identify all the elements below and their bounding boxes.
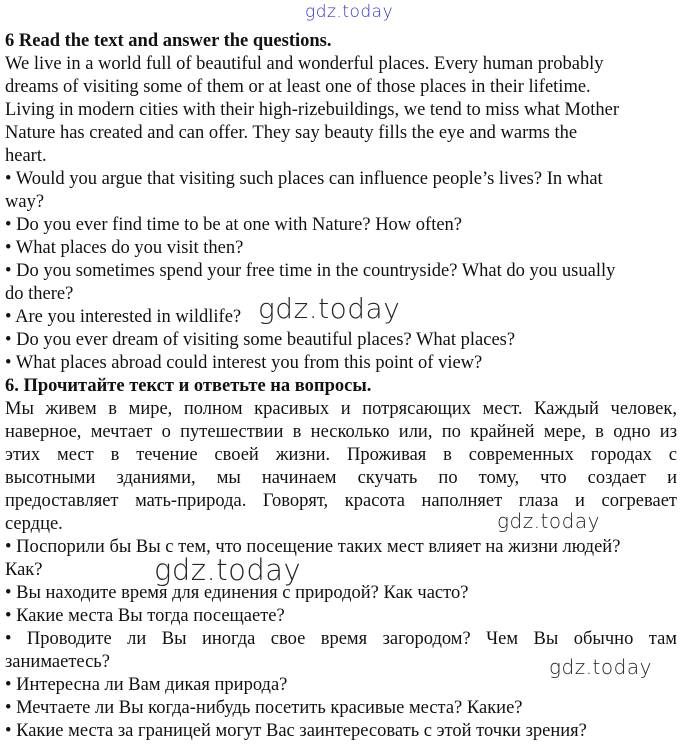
ru-questions [5, 536, 677, 743]
text-line: dreams of visiting some of them or at least one of those places in their lifetime. [5, 77, 591, 97]
question-line: • Do you ever find time to be at one with Nature? How often? [5, 215, 463, 235]
question-line: • Какие места за границей могут Вас заинтересовать с этой точки зрения? [5, 721, 587, 741]
question-line: занимаетесь? [5, 652, 110, 672]
question-line: Как? [5, 560, 43, 580]
en-questions [5, 168, 677, 375]
watermark: gdz.today [154, 553, 302, 587]
text-line: Living in modern cities with their high-rizebuildings, we tend to miss what Mother [5, 100, 619, 120]
question-line: • Поспорили бы Вы с тем, что посещение таких мест влияет на жизни людей? [5, 537, 621, 557]
text-line: сердце. [5, 514, 63, 534]
watermark-top: gdz.today [305, 2, 394, 22]
question-line: • Вы находите время для единения с природой? Как часто? [5, 583, 469, 603]
text-line: We live in a world full of beautiful and wonderful places. Every human probably [5, 54, 604, 74]
text-line: Nature has created and can offer. They say beauty fills the eye and warms the [5, 123, 578, 143]
question-line: • What places abroad could interest you from this point of view? [5, 353, 483, 373]
en-paragraph [5, 53, 677, 168]
watermark: gdz.today [258, 292, 401, 325]
question-line: • Do you sometimes spend your free time in the countryside? What do you usually [5, 261, 616, 281]
question-line: • Интересна ли Вам дикая природа? [5, 675, 288, 695]
text-line: этих мест в течение своей жизни. Проживая в современных городах с [5, 445, 677, 465]
ru-heading: 6. Прочитайте текст и ответьте на вопросы. [5, 376, 372, 396]
question-line: • Would you argue that visiting such places can influence people’s lives? In what [5, 169, 603, 189]
text-line: Мы живем в мире, полном красивых и потрясающих мест. Каждый человек, [5, 399, 677, 419]
question-line: way? [5, 192, 45, 212]
en-heading: 6 Read the text and answer the questions. [5, 31, 332, 51]
question-line: • Do you ever dream of visiting some beautiful places? What places? [5, 330, 516, 350]
document-page [5, 30, 677, 743]
text-line: heart. [5, 146, 47, 166]
question-line: • What places do you visit then? [5, 238, 244, 258]
question-line: • Какие места Вы тогда посещаете? [5, 606, 285, 626]
watermark: gdz.today [497, 509, 600, 533]
text-line: предоставляет мать-природа. Говорят, красота наполняет глаза и согревает [5, 491, 677, 511]
question-line: • Проводите ли Вы иногда свое время загородом? Чем Вы обычно там [5, 629, 677, 649]
question-line: • Мечтаете ли Вы когда-нибудь посетить красивые места? Какие? [5, 698, 523, 718]
question-line: • Are you interested in wildlife? [5, 307, 242, 327]
text-line: высотными зданиями, мы начинаем скучать по тому, что создает и [5, 468, 677, 488]
text-line: наверное, мечтает о путешествии в несколько или, по крайней мере, в одно из [5, 422, 677, 442]
question-line: do there? [5, 284, 74, 304]
watermark: gdz.today [549, 655, 652, 679]
